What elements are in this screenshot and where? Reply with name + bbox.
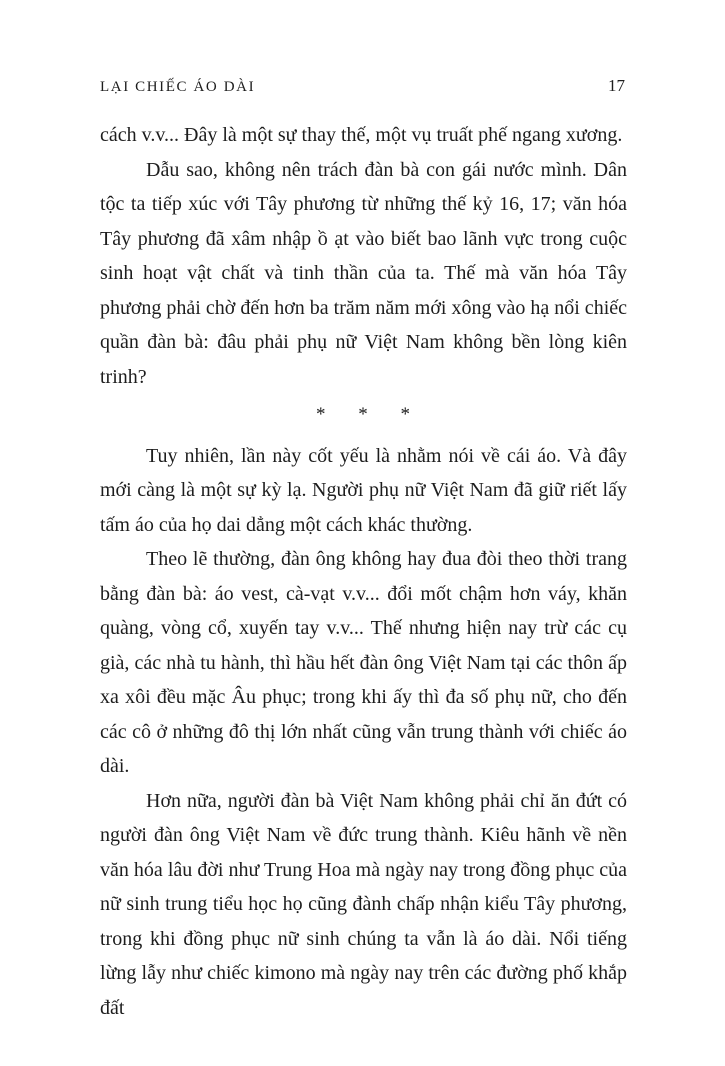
page-header	[100, 76, 625, 96]
paragraph: Dẫu sao, không nên trách đàn bà con gái nước mình. Dân tộc ta tiếp xúc với Tây phương từ những thế kỷ 16, 17; văn hóa Tây phương đã xâm nhập ồ ạt vào biết bao lãnh vực trong cuộc sinh hoạt vật chất và tinh thần của ta. Thế mà văn hóa Tây phương phải chờ đến hơn ba trăm năm mới xông vào hạ nổi chiếc quần đàn bà: đâu phải phụ nữ Việt Nam không bền lòng kiên trinh?	[100, 158, 627, 388]
paragraph: Theo lẽ thường, đàn ông không hay đua đòi theo thời trang bằng đàn bà: áo vest, cà-vạt v.v... đổi mốt chậm hơn váy, khăn quàng, vòng cổ, xuyến tay v.v... Thế nhưng hiện nay trừ các cụ già, các nhà tu hành, thì hầu hết đàn ông Việt Nam tại các thôn ấp xa xôi đều mặc Âu phục; trong khi ấy thì đa số phụ nữ, cho đến các cô ở những đô thị lớn nhất cũng vẫn trung thành với chiếc áo dài.	[100, 548, 627, 777]
paragraph: Tuy nhiên, lần này cốt yếu là nhằm nói về cái áo. Và đây mới càng là một sự kỳ lạ. Người phụ nữ Việt Nam đã giữ riết lấy tấm áo của họ dai dẳng một cách khác thường.	[100, 444, 627, 536]
paragraph: Hơn nữa, người đàn bà Việt Nam không phải chỉ ăn đứt có người đàn ông Việt Nam về đức trung thành. Kiêu hãnh về nền văn hóa lâu đời như Trung Hoa mà ngày nay trong đồng phục của nữ sinh trung tiểu học họ cũng đành chấp nhận kiểu Tây phương, trong khi đồng phục nữ sinh chúng ta vẫn là áo dài. Nổi tiếng lừng lẫy như chiếc kimono mà ngày nay trên các đường phố khắp đất	[100, 789, 627, 1019]
section-separator: * * *	[316, 404, 411, 425]
running-title: LẠI CHIẾC ÁO DÀI	[100, 79, 256, 95]
page-number: 17	[608, 76, 625, 95]
page-body	[100, 118, 627, 1025]
paragraph: cách v.v... Đây là một sự thay thế, một vụ truất phế ngang xương.	[100, 124, 623, 146]
